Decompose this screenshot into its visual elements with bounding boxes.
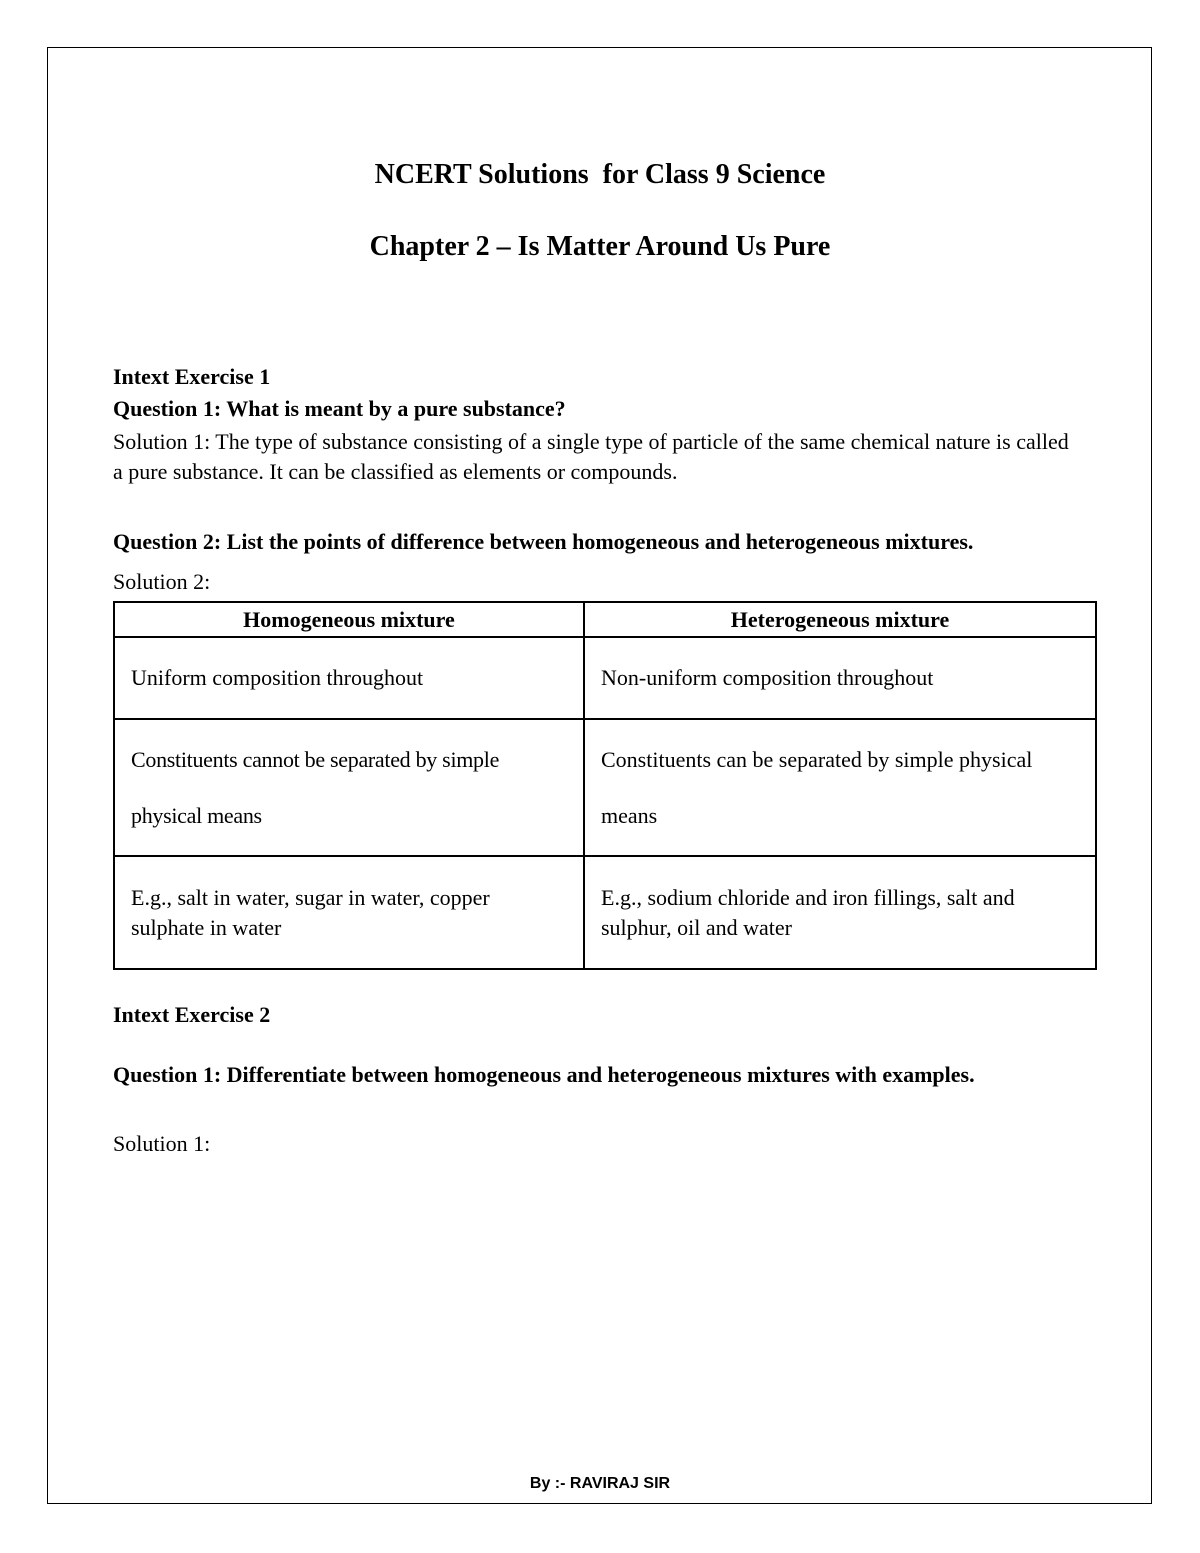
document-title: NCERT Solutions for Class 9 Science: [374, 159, 826, 190]
exercise-2-solution-1-label: Solution 1:: [113, 1131, 211, 1156]
exercise-2-question-1: Question 1: Differentiate between homogeneous and heterogeneous mixtures with examples.: [113, 1062, 975, 1087]
exercise-1-solution-2-label: Solution 2:: [113, 569, 211, 594]
chapter-title: Chapter 2 – Is Matter Around Us Pure: [369, 231, 831, 262]
table-row: [114, 719, 1096, 856]
table-cell: Non-uniform composition throughout: [584, 637, 1096, 719]
table-cell: Constituents cannot be separated by simple physical means: [114, 719, 584, 856]
exercise-1-question-2: Question 2: List the points of difference between homogeneous and heterogeneous mixtures.: [113, 529, 974, 554]
table-cell: E.g., salt in water, sugar in water, copper sulphate in water: [114, 856, 584, 969]
footer-author: By :- RAVIRAJ SIR: [529, 1475, 671, 1492]
table-cell: Uniform composition throughout: [114, 637, 584, 719]
mixture-difference-table: [113, 601, 1097, 970]
table-header-homogeneous: Homogeneous mixture: [114, 602, 584, 637]
exercise-1-heading: Intext Exercise 1: [113, 364, 271, 389]
table-cell: Constituents can be separated by simple physical means: [584, 719, 1096, 856]
table-header-heterogeneous: Heterogeneous mixture: [584, 602, 1096, 637]
exercise-2-heading: Intext Exercise 2: [113, 1002, 271, 1027]
table-row: [114, 637, 1096, 719]
exercise-1-question-1: Question 1: What is meant by a pure substance?: [113, 396, 566, 421]
table-cell: E.g., sodium chloride and iron fillings, salt and sulphur, oil and water: [584, 856, 1096, 969]
table-row: [114, 856, 1096, 969]
exercise-1-solution-1: Solution 1: The type of substance consisting of a single type of particle of the same chemical nature is called a pure substance. It can be classified as elements or compounds.: [113, 429, 1069, 484]
table-header-row: [114, 602, 1096, 637]
